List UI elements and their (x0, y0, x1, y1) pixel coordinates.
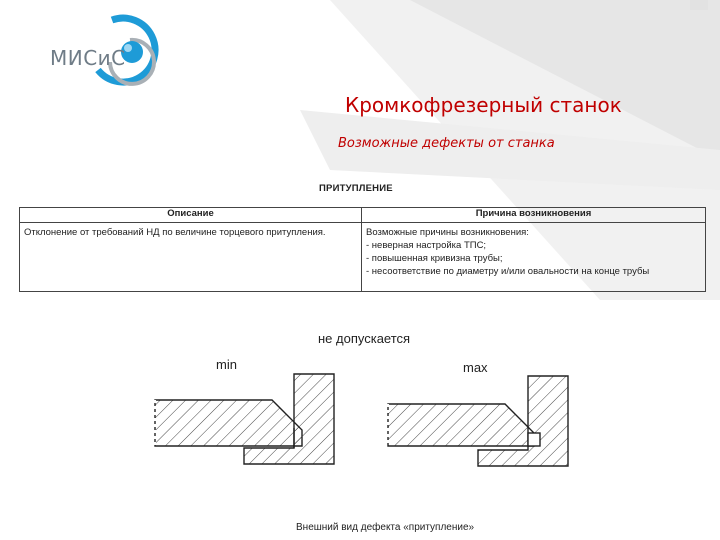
not-allowed-label: не допускается (318, 331, 411, 346)
slide-title: Кромкофрезерный станок (345, 93, 622, 117)
description-cell: Отклонение от требований НД по величине торцевого притупления. (20, 223, 362, 292)
max-label: max (463, 360, 488, 375)
min-profile-drawing (155, 374, 334, 464)
min-label: min (216, 357, 237, 372)
list-item: Возможные причины возникновения: (366, 227, 529, 238)
figure-caption: Внешний вид дефекта «притупление» (296, 522, 475, 533)
logo-text: МИСиС (50, 46, 126, 70)
list-item: - повышенная кривизна трубы; (366, 253, 503, 264)
slide-subtitle: Возможные дефекты от станка (338, 136, 555, 151)
column-header-cause: Причина возникновения (362, 208, 706, 223)
list-item: - несоответствие по диаметру и/или овальности на конце трубы (366, 266, 650, 277)
list-item: - неверная настройка ТПС; (366, 240, 487, 251)
max-profile-drawing (388, 376, 568, 466)
document-heading: ПРИТУПЛЕНИЕ (319, 183, 393, 194)
column-header-description: Описание (20, 208, 362, 223)
